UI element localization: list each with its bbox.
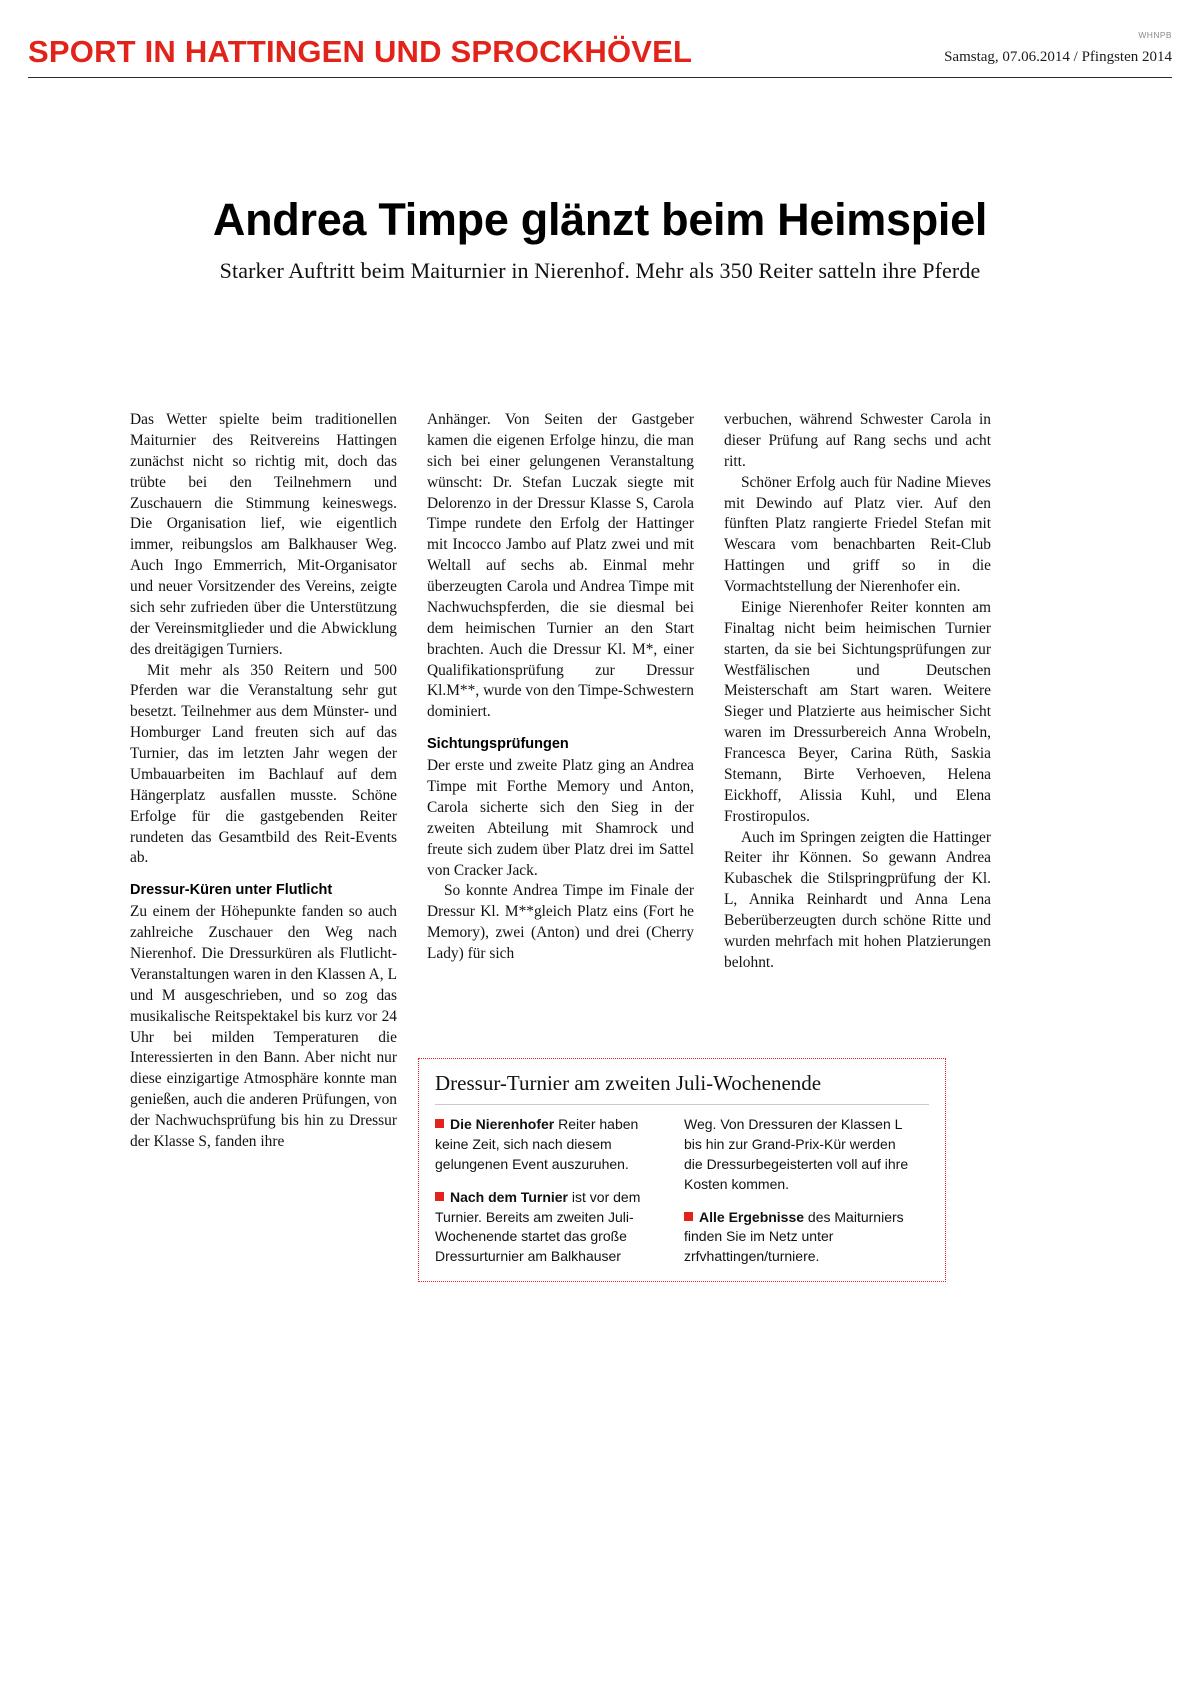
paragraph: Einige Nierenhofer Reiter konnten am Finaltag nicht beim heimischen Turnier starten, da sie bei Sichtungsprüfungen zur Westfälischen und Deutschen Meisterschaft am Start waren. Weitere Sieger und Platzierte aus heimischer Sicht waren im Dressurbereich Anna Wrobeln, Francesca Beyer, Carina Rüth, Saskia Stemann, Birte Verhoeven, Helena Eickhoff, Alissia Kuhl, und Elena Frostiropulos. — [724, 598, 991, 825]
info-box-item — [684, 1115, 911, 1195]
paragraph: So konnte Andrea Timpe im Finale der Dressur Kl. M**gleich Platz eins (Fort he Memory), zwei (Anton) und drei (Cherry Lady) für sich — [427, 882, 694, 962]
paragraph: Der erste und zweite Platz ging an Andrea Timpe mit Forthe Memory und Anton, Carola sicherte sich den Sieg in der zweiten Abteilung mit Shamrock und freute sich zudem über Platz drei im Sattel von Cracker Jack. — [427, 757, 694, 879]
paragraph: Zu einem der Höhepunkte fanden so auch zahlreiche Zuschauer den Weg nach Nierenhof. Die Dressurküren als Flutlicht-Veranstaltungen waren in den Klassen A, L und M ausgeschrieben, und so zog das musikalische Reitspektakel bis kurz vor 24 Uhr bei milden Temperaturen die Interessierten in den Bann. Aber nicht nur diese einzigartige Atmosphäre konnte man genießen, auch die anderen Prüfungen, von der Nachwuchsprüfung bis hin zu Dressur der Klasse S, fanden ihre — [130, 903, 397, 1150]
headline-block — [100, 196, 1100, 284]
info-box-item-text: ist vor dem Turnier. Bereits am zweiten Juli-Wochenende startet das große Dressurturnier am Balkhauser — [435, 1188, 641, 1265]
square-bullet-icon — [684, 1212, 693, 1221]
article-column-3 — [724, 410, 991, 1153]
article-column-1 — [130, 410, 397, 1153]
section-subheading: Dressur-Küren unter Flutlicht — [130, 882, 333, 899]
paragraph: Auch im Springen zeigten die Hattinger Reiter ihr Können. So gewann Andrea Kubaschek die Stilspringprüfung der Kl. L, Annika Reinhardt und Anna Lena Beberüberzeugten durch schöne Ritte und wurden mehrfach mit hohen Platzierungen belohnt. — [724, 828, 991, 971]
info-box-item — [684, 1208, 911, 1268]
info-box-item-text: Weg. Von Dressuren der Klassen L bis hin zur Grand-Prix-Kür werden die Dressurbegeisterten voll auf ihre Kosten kommen. — [684, 1116, 909, 1192]
paragraph: verbuchen, während Schwester Carola in dieser Prüfung auf Rang sechs und acht ritt. — [724, 411, 991, 470]
info-box-title: Dressur-Turnier am zweiten Juli-Wochenende — [435, 1071, 929, 1105]
masthead-row — [28, 30, 1172, 69]
paragraph: Das Wetter spielte beim traditionellen Maiturnier des Reitvereins Hattingen zunächst nicht so richtig mit, doch das trübte bei den Teilnehmern und Zuschauern die Stimmung keineswegs. Die Organisation lief, wie eigentlich immer, reibungslos am Balkhauser Weg. Auch Ingo Emmerrich, Mit-Organisator und neuer Vorsitzender des Vereins, zeigte sich sehr zufrieden über die Unterstützung der Vereinsmitglieder und die Abwicklung des dreitägigen Turniers. — [130, 411, 397, 658]
info-box-item-lead: Die Nierenhofer — [450, 1116, 555, 1132]
section-subheading: Sichtungsprüfungen — [427, 736, 569, 753]
paragraph: Anhänger. Von Seiten der Gastgeber kamen die eigenen Erfolge hinzu, die man sich bei einer gelungenen Veranstaltung wünscht: Dr. Stefan Luczak siegte mit Delorenzo in der Dressur Klasse S, Carola Timpe rundete den Erfolg der Hattinger mit Incocco Jambo auf Platz zwei und mit Weltall auf sechs ab. Einmal mehr überzeugten Carola und Andrea Timpe mit Nachwuchspferden, die sie diesmal bei dem heimischen Turnier an den Start brachten. Auch die Dressur Kl. M*, einer Qualifikationsprüfung zur Dressur Kl.M**, wurde von den Timpe-Schwestern dominiert. — [427, 411, 694, 721]
paragraph: Schöner Erfolg auch für Nadine Mieves mit Dewindo auf Platz vier. Auf den fünften Platz rangierte Friedel Stefan mit Wescara vom benachbarten Reit-Club Hattingen und griff so in die Vormachtstellung der Nierenhofer ein. — [724, 473, 991, 595]
info-box-item — [435, 1115, 662, 1175]
info-box-columns — [435, 1115, 929, 1267]
article-column-2 — [427, 410, 694, 1153]
masthead-date: Samstag, 07.06.2014 / Pfingsten 2014 — [944, 49, 1172, 65]
masthead-meta — [944, 30, 1172, 69]
article-columns — [130, 410, 1070, 1153]
masthead-title: SPORT IN HATTINGEN UND SPROCKHÖVEL — [28, 34, 693, 69]
info-box-item-lead: Alle Ergebnisse — [699, 1208, 805, 1225]
article-subheadline: Starker Auftritt beim Maiturnier in Nierenhof. Mehr als 350 Reiter satteln ihre Pferde — [219, 258, 981, 284]
info-box-item — [435, 1188, 662, 1268]
masthead-divider — [28, 77, 1172, 78]
paragraph: Mit mehr als 350 Reitern und 500 Pferden war die Veranstaltung sehr gut besetzt. Teilnehmer aus dem Münster- und Homburger Land freuten sich auf das Turnier, das im letzten Jahr wegen der Umbauarbeiten im Bachlauf auf dem Hängerplatz ausfallen musste. Schöne Erfolge für die gastgebenden Reiter rundeten das Gesamtbild des Reit-Events ab. — [130, 661, 397, 867]
info-box-column-1 — [435, 1115, 662, 1267]
info-box-column-2 — [684, 1115, 911, 1267]
masthead — [28, 30, 1172, 78]
square-bullet-icon — [435, 1119, 444, 1128]
masthead-page-code: WHNPB — [1138, 30, 1172, 40]
info-box-item-text: des Maiturniers finden Sie im Netz unter zrfvhattingen/turniere. — [684, 1208, 904, 1265]
info-box-item-text: Reiter haben keine Zeit, sich nach diesem gelungenen Event auszuruhen. — [435, 1116, 639, 1172]
article-headline: Andrea Timpe glänzt beim Heimspiel — [212, 194, 988, 245]
info-box-item-lead: Nach dem Turnier — [450, 1188, 568, 1205]
info-box — [418, 1058, 946, 1282]
square-bullet-icon — [435, 1192, 444, 1201]
